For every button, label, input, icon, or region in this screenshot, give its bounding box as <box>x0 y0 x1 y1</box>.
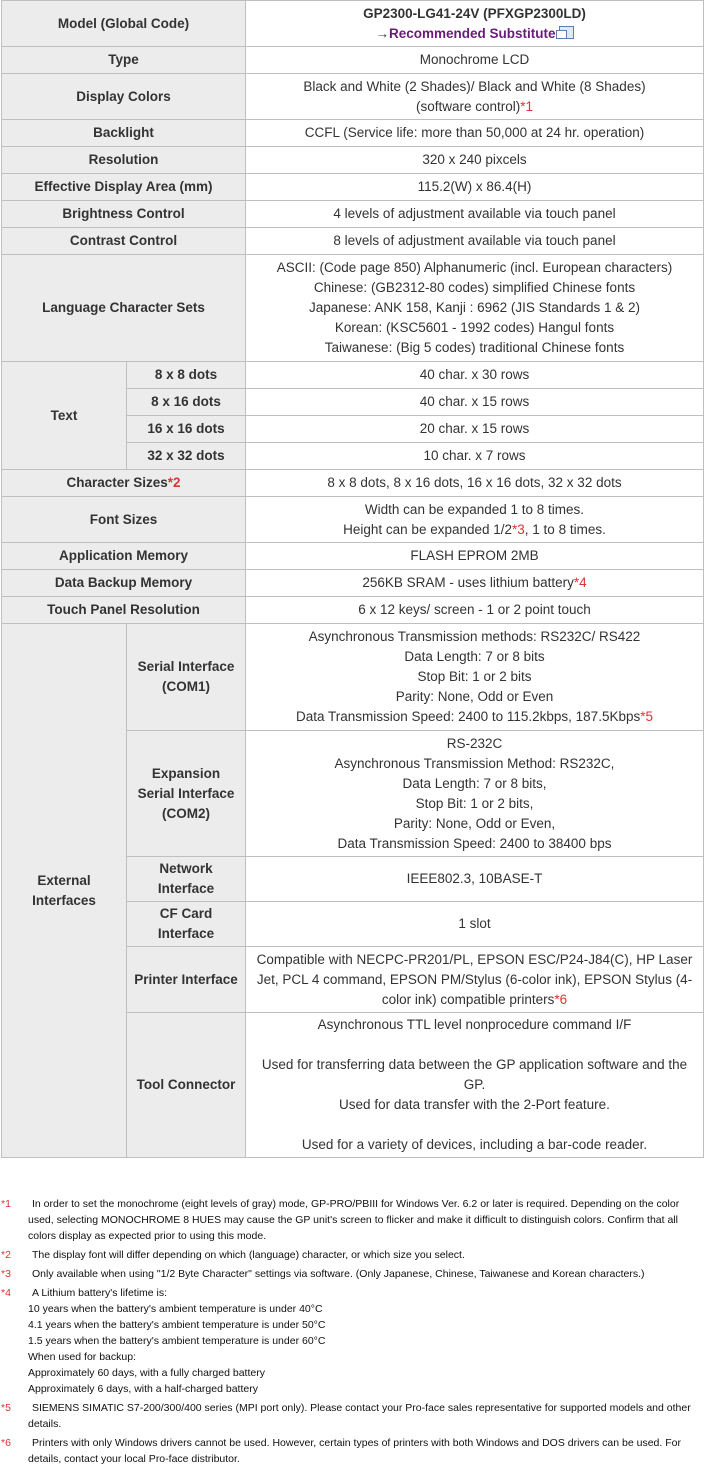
colors-value-2: (software control) <box>415 98 521 114</box>
footnote-text <box>28 1196 704 1244</box>
footnote-4 <box>0 1285 704 1397</box>
printer-line: Jet, PCL 4 command, EPSON PM/Stylus (6-color ink), EPSON Stylus (4- <box>256 971 693 987</box>
text-label: Text <box>2 362 127 470</box>
text-dots-label: 16 x 16 dots <box>127 416 246 443</box>
language-line: Japanese: ANK 158, Kanji : 6962 (JIS Standards 1 & 2) <box>309 300 640 315</box>
language-line: Korean: (KSC5601 - 1992 codes) Hangul fonts <box>334 320 615 335</box>
contrast-row <box>2 228 704 255</box>
text-dots-label: 8 x 8 dots <box>127 362 246 389</box>
area-row <box>2 174 704 201</box>
expansion-label-1: Expansion <box>151 765 221 781</box>
type-row <box>2 47 704 74</box>
serial-line: Stop Bit: 1 or 2 bits <box>417 669 532 684</box>
expansion-line: Asynchronous Transmission Method: RS232C, <box>334 755 615 771</box>
window-icon <box>559 26 574 39</box>
text-dots-label: 8 x 16 dots <box>127 389 246 416</box>
footnote-1 <box>0 1196 704 1244</box>
charsize-value: 8 x 8 dots, 8 x 16 dots, 16 x 16 dots, 32 x 32 dots <box>246 470 704 497</box>
model-value: GP2300-LG41-24V (PFXGP2300LD) <box>363 5 586 21</box>
footnote-line: 1.5 years when the battery's ambient temperature is under 60°C <box>28 1335 326 1347</box>
charsize-row <box>2 470 704 497</box>
footnote-mark-2[interactable]: *2 <box>167 475 181 490</box>
text-dots-value: 40 char. x 30 rows <box>246 362 704 389</box>
footnote-line: SIEMENS SIMATIC S7-200/300/400 series (MPI port only). Please contact your Pro-face sales representative for supported models and other details. <box>28 1402 691 1430</box>
footnotes <box>0 1196 704 1467</box>
language-line: Chinese: (GB2312-80 codes) simplified Chinese fonts <box>313 280 636 295</box>
external-label-1: External <box>37 872 91 888</box>
fontsize-label: Font Sizes <box>2 497 246 543</box>
expansion-label-cell <box>127 731 246 857</box>
model-row <box>2 1 704 47</box>
backup-label: Data Backup Memory <box>2 570 246 597</box>
contrast-value: 8 levels of adjustment available via touch panel <box>246 228 704 255</box>
brightness-label: Brightness Control <box>2 201 246 228</box>
resolution-row <box>2 147 704 174</box>
charsize-label-cell <box>2 470 246 497</box>
footnote-3 <box>0 1266 704 1282</box>
fontsize-value-2a: Height can be expanded 1/2 <box>343 521 513 537</box>
brightness-value: 4 levels of adjustment available via touch panel <box>246 201 704 228</box>
touch-value: 6 x 12 keys/ screen - 1 or 2 point touch <box>246 597 704 624</box>
serial-speed: Data Transmission Speed: 2400 to 115.2kbps, 187.5Kbps <box>296 709 641 724</box>
appmem-row <box>2 543 704 570</box>
language-cell <box>246 255 704 362</box>
serial-line: Data Length: 7 or 8 bits <box>404 649 545 664</box>
tool-line: Asynchronous TTL level nonprocedure command I/F <box>317 1017 632 1032</box>
backup-cell <box>246 570 704 597</box>
touch-row <box>2 597 704 624</box>
footnote-marker: *5 <box>1 1402 11 1414</box>
printer-line: color ink) compatible printers <box>381 991 555 1007</box>
backlight-value: CCFL (Service life: more than 50,000 at 24 hr. operation) <box>246 120 704 147</box>
footnote-text <box>28 1400 704 1432</box>
footnote-text <box>28 1285 704 1397</box>
text-dots-value: 10 char. x 7 rows <box>246 443 704 470</box>
printer-line: Compatible with NECPC-PR201/PL, EPSON ESC/P24-J84(C), HP Laser <box>256 951 693 967</box>
text-row <box>2 362 704 389</box>
footnote-mark-6[interactable]: *6 <box>554 991 568 1007</box>
footnote-line: 10 years when the battery's ambient temperature is under 40°C <box>28 1303 323 1315</box>
footnote-line: The display font will differ depending on which (language) character, or which size you select. <box>32 1249 465 1261</box>
expansion-label-2: Serial Interface <box>137 785 235 801</box>
serial-label-2: (COM1) <box>162 679 210 694</box>
backlight-label: Backlight <box>2 120 246 147</box>
tool-line: Used for transferring data between the GP application software and the GP. <box>261 1057 688 1092</box>
footnote-5 <box>0 1400 704 1432</box>
serial-line: Asynchronous Transmission methods: RS232C/ RS422 <box>308 629 641 644</box>
footnote-marker: *1 <box>1 1198 11 1210</box>
network-label: Network Interface <box>127 857 246 902</box>
contrast-label: Contrast Control <box>2 228 246 255</box>
footnote-mark-1[interactable]: *1 <box>520 98 534 114</box>
expansion-line: Data Transmission Speed: 2400 to 38400 bps <box>337 835 612 851</box>
colors-row <box>2 74 704 120</box>
serial-line: Parity: None, Odd or Even <box>395 689 554 704</box>
footnote-line: Printers with only Windows drivers cannot be used. However, certain types of printers with both Windows and DOS drivers can be used. For details, contact your local Pro-face distributor. <box>28 1437 681 1465</box>
footnote-text <box>28 1247 704 1263</box>
expansion-line: RS-232C <box>446 735 503 751</box>
model-cell <box>246 1 704 47</box>
text-dots-label: 32 x 32 dots <box>127 443 246 470</box>
footnote-line: 4.1 years when the battery's ambient temperature is under 50°C <box>28 1319 326 1331</box>
footnote-line: Approximately 6 days, with a half-charged battery <box>28 1383 258 1395</box>
language-label: Language Character Sets <box>2 255 246 362</box>
backup-value: 256KB SRAM - uses lithium battery <box>362 575 574 590</box>
footnote-marker: *4 <box>1 1287 11 1299</box>
text-dots-value: 40 char. x 15 rows <box>246 389 704 416</box>
footnote-line: Only available when using "1/2 Byte Character" settings via software. (Only Japanese, Chinese, Taiwanese and Korean characters.) <box>32 1268 645 1280</box>
fontsize-value-2b: , 1 to 8 times. <box>524 521 606 537</box>
footnote-marker: *6 <box>1 1437 11 1449</box>
footnote-mark-4[interactable]: *4 <box>573 575 587 590</box>
serial-row <box>2 624 704 731</box>
recommended-substitute-link[interactable] <box>250 24 699 44</box>
appmem-label: Application Memory <box>2 543 246 570</box>
arrow-prefix: → <box>375 25 389 41</box>
serial-label-1: Serial Interface <box>137 659 235 674</box>
tool-label: Tool Connector <box>127 1013 246 1158</box>
footnote-line: When used for backup: <box>28 1351 136 1363</box>
external-label-cell <box>2 624 127 1158</box>
footnote-mark-3[interactable]: *3 <box>512 521 525 537</box>
fontsize-value-1: Width can be expanded 1 to 8 times. <box>364 501 585 517</box>
backup-row <box>2 570 704 597</box>
language-line: Taiwanese: (Big 5 codes) traditional Chinese fonts <box>324 340 625 355</box>
language-row <box>2 255 704 362</box>
type-value: Monochrome LCD <box>246 47 704 74</box>
expansion-line: Parity: None, Odd or Even, <box>393 815 556 831</box>
fontsize-cell <box>246 497 704 543</box>
tool-line: Used for data transfer with the 2-Port feature. <box>339 1097 610 1112</box>
resolution-value: 320 x 240 pixcels <box>246 147 704 174</box>
footnote-text <box>28 1435 704 1467</box>
footnote-text <box>28 1266 704 1282</box>
brightness-row <box>2 201 704 228</box>
expansion-cell <box>246 731 704 857</box>
serial-cell <box>246 624 704 731</box>
footnote-2 <box>0 1247 704 1263</box>
substitute-label: Recommended Substitute <box>388 25 556 41</box>
printer-cell <box>246 947 704 1013</box>
colors-value-1: Black and White (2 Shades)/ Black and White (8 Shades) <box>303 78 646 94</box>
type-label: Type <box>2 47 246 74</box>
colors-cell <box>246 74 704 120</box>
cf-label: CF Card Interface <box>127 902 246 947</box>
touch-label: Touch Panel Resolution <box>2 597 246 624</box>
appmem-value: FLASH EPROM 2MB <box>246 543 704 570</box>
fontsize-row <box>2 497 704 543</box>
footnote-mark-5[interactable]: *5 <box>640 709 653 724</box>
expansion-label-3: (COM2) <box>162 805 210 821</box>
expansion-line: Data Length: 7 or 8 bits, <box>402 775 547 791</box>
tool-cell <box>246 1013 704 1158</box>
network-value: IEEE802.3, 10BASE-T <box>246 857 704 902</box>
external-label-2: Interfaces <box>32 892 96 908</box>
area-value: 115.2(W) x 86.4(H) <box>246 174 704 201</box>
footnote-line: Approximately 60 days, with a fully charged battery <box>28 1367 265 1379</box>
tool-line: Used for a variety of devices, including a bar-code reader. <box>301 1137 648 1152</box>
expansion-line: Stop Bit: 1 or 2 bits, <box>415 795 534 811</box>
spec-table <box>1 0 704 1158</box>
colors-label: Display Colors <box>2 74 246 120</box>
footnote-line: A Lithium battery's lifetime is: <box>32 1287 168 1299</box>
resolution-label: Resolution <box>2 147 246 174</box>
printer-label: Printer Interface <box>127 947 246 1013</box>
language-line: ASCII: (Code page 850) Alphanumeric (incl. European characters) <box>276 260 673 275</box>
footnote-6 <box>0 1435 704 1467</box>
footnote-marker: *3 <box>1 1268 11 1280</box>
serial-label-cell <box>127 624 246 731</box>
area-label: Effective Display Area (mm) <box>2 174 246 201</box>
text-dots-value: 20 char. x 15 rows <box>246 416 704 443</box>
model-label: Model (Global Code) <box>2 1 246 47</box>
footnote-marker: *2 <box>1 1249 11 1261</box>
backlight-row <box>2 120 704 147</box>
cf-value: 1 slot <box>246 902 704 947</box>
footnote-line: In order to set the monochrome (eight levels of gray) mode, GP-PRO/PBIII for Windows Ver. 6.2 or later is required. Depending on the color used, selecting MONOCHROME 8 HUES may cause the GP unit's screen to flicker and make it difficult to distinguish colors. Confirm that all colors display as expected prior to using this mode. <box>28 1198 680 1242</box>
charsize-label: Character Sizes <box>66 475 168 490</box>
